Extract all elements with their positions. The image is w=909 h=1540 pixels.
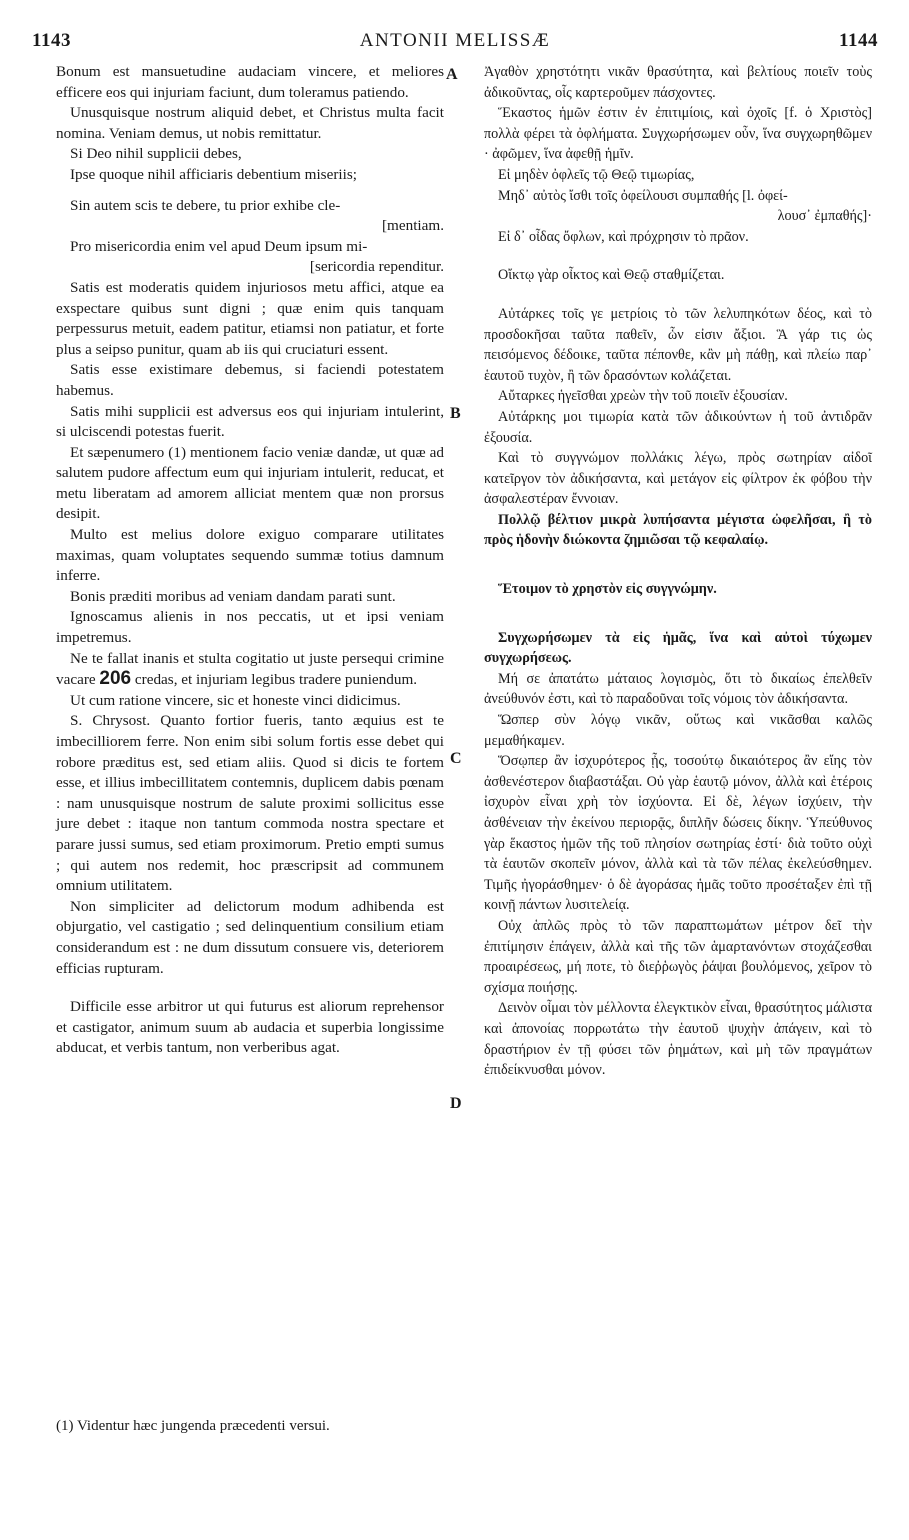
latin-verse-continuation: [mentiam. (382, 217, 444, 235)
greek-paragraph: Αὐτάρκης μοι τιμωρία κατὰ τῶν ἀδικούντων ἡ τοῦ ἀντιδρᾶν ἐξουσία. (484, 408, 872, 446)
greek-paragraph: Αὔταρκες ἡγεῖσθαι χρεὼν τὴν τοῦ ποιεῖν ἐξουσίαν. (498, 388, 788, 405)
latin-text: credas, et injuriam legibus tradere puniendum. (134, 671, 418, 689)
latin-verse: Ipse quoque nihil afficiaris debentium miseriis; (70, 165, 357, 183)
margin-letter-b: B (450, 405, 461, 422)
latin-paragraph: Difficile esse arbitror ut qui futurus est aliorum reprehensor et castigator, animum suum ab audacia et superbia longissime abducat, et verbis tantum, non verberibus agat. (56, 998, 444, 1057)
latin-paragraph: Non simpliciter ad delictorum modum adhibenda est objurgatio, vel castigatio ; sed delinquentium consilium etiam considerandum est : ne dum dissutum consuere vis, deteriorem efficias rupturam. (56, 897, 444, 977)
latin-paragraph: Bonis præditi moribus ad veniam dandam parati sunt. (70, 587, 396, 605)
latin-paragraph: Ut cum ratione vincere, sic et honeste vinci didicimus. (70, 691, 401, 709)
greek-verse: Οἴκτῳ γὰρ οἶκτος καὶ Θεῷ σταθμίζεται. (498, 267, 725, 284)
latin-paragraph: Satis est moderatis quidem injuriosos metu affici, atque ea exspectare quibus sunt digni ; quæ enim quis tanquam perpessurus metuit, eadem patitur, etiamsi non patiatur, et forte plus a seipso punitur, quam ab iis qui cruciaturi essent. (56, 278, 444, 358)
greek-paragraph: Αὐτάρκες τοῖς γε μετρίοις τὸ τῶν λελυπηκότων δέος, καὶ τὸ προσδοκῆσαι ταῦτα παθεῖν, ὧν εἰσιν ἄξιοι. Ἃ γάρ τις ὡς πεισόμενος δέδοικε, ταῦτα πέπονθε, κἂν μὴ πάθῃ, καὶ πλείω παρ᾽ ἑαυτοῦ τυχὸν, ἢ τῶν δρασόντων κολάζεται. (484, 305, 872, 384)
latin-verse-continuation: [sericordia rependitur. (309, 258, 444, 276)
margin-letter-d: D (450, 1095, 462, 1112)
greek-paragraph: Ἕτοιμον τὸ χρηστὸν εἰς συγγνώμην. (498, 581, 717, 598)
latin-paragraph: Multo est melius dolore exiguo comparare utilitates maximas, quam voluptates sequendo summæ totius damnum inferre. (56, 526, 444, 585)
margin-letter-c: C (450, 750, 462, 767)
greek-verse-continuation: λουσ᾽ ἐμπαθής]· (777, 208, 872, 225)
greek-verse: Μηδ᾽ αὐτὸς ἴσθι τοῖς ὀφείλουσι συμπαθής [l. ὀφεί- (498, 187, 788, 204)
greek-paragraph: Οὐχ ἁπλῶς πρὸς τὸ τῶν παραπτωμάτων μέτρον δεῖ τὴν ἐπιτίμησιν ἐπάγειν, ἀλλὰ καὶ τῆς τῶν ἁμαρτανόντων στοχάζεσθαι προαιρέσεως, μή ποτε, τὸ διεῤῥωγὸς ῥάψαι βουλόμενος, χεῖρον τὸ σχίσμα ποιήσῃς. (484, 917, 872, 996)
latin-verse: Pro misericordia enim vel apud Deum ipsum mi- (70, 237, 368, 255)
page-number-right: 1144 (839, 30, 878, 51)
latin-verse: Si Deo nihil supplicii debes, (70, 145, 242, 163)
greek-paragraph: Συγχωρήσωμεν τὰ εἰς ἡμᾶς, ἵνα καὶ αὐτοὶ τύχωμεν συγχωρήσεως. (484, 629, 872, 667)
page-number-left: 1143 (32, 30, 71, 51)
latin-paragraph: Bonum est mansuetudine audaciam vincere, et meliores efficere eos qui injuriam faciunt, dum toleramus patiendo. (56, 63, 444, 101)
greek-paragraph: Πολλῷ βέλτιον μικρὰ λυπήσαντα μέγιστα ὠφελῆσαι, ἢ τὸ πρὸς ἡδονὴν διώκοντα ζημιῶσαι τῷ κεφαλαίῳ. (484, 511, 872, 549)
latin-paragraph: Ignoscamus alienis in nos peccatis, ut et ipsi veniam impetremus. (56, 608, 444, 647)
greek-verse: Εἰ μηδὲν ὀφλεῖς τῷ Θεῷ τιμωρίας, (498, 166, 695, 183)
running-title: ANTONII MELISSÆ (359, 30, 551, 51)
greek-paragraph: Ὥσπερ σὺν λόγῳ νικᾶν, οὕτως καὶ νικᾶσθαι καλῶς μεμαθήκαμεν. (484, 712, 872, 749)
greek-verse: Εἰ δ᾽ οἶδας ὄφλων, καὶ πρόχρησιν τὸ πρᾶον. (498, 228, 749, 245)
latin-paragraph: S. Chrysost. Quanto fortior fueris, tanto æquius est te imbecilliorem ferre. Non enim sibi solum fortis esse debet qui robore præditus est, sed etiam aliis. Quod si dicis te fortem esse, et illius imbecillitatem contemnis, duplicem dabis pœnam : nam unusquisque nostrum de salute proximi sollicitus esse jure debet : itaque non tantum commoda nostra spectare et parare jussi sumus, sed etiam proximorum. Pretio empti sumus ; qui autem nos redemit, hoc præscripsit ad communem omnium utilitatem. (56, 712, 444, 895)
latin-paragraph: Satis mihi supplicii est adversus eos qui injuriam intulerint, si ulciscendi potestas fuerit. (56, 402, 444, 441)
greek-paragraph: Καὶ τὸ συγγνώμον πολλάκις λέγω, πρὸς σωτηρίαν αἰδοῖ κατεῖργον τὸν ἀδικήσαντα, καὶ μετάγον εἰς φίλτρον ἐκ φόβου τὴν ἀσφαλεστέραν ἔννοιαν. (484, 450, 872, 508)
latin-text: Ne te fallat inanis et stulta cogitatio ut juste persequi crimine vacare (56, 649, 444, 689)
latin-paragraph: Et sæpenumero (1) mentionem facio veniæ dandæ, ut quæ ad salutem pudore affectum eum qui injuriam intulerit, reducat, et metu liberatam ad amorem alliciat mentem quæ non prorsus desipit. (56, 443, 444, 523)
greek-paragraph: Μή σε ἀπατάτω μάταιος λογισμὸς, ὅτι τὸ δικαίως ἐπελθεῖν ἀνεύθυνόν ἐστι, καὶ τὸ παραδοῦναι τοῖς νόμοις τὸν ἀδικήσαντα. (484, 670, 872, 708)
margin-letter-a: A (446, 66, 458, 83)
greek-paragraph: Ἕκαστος ἡμῶν ἐστιν ἐν ἐπιτιμίοις, καὶ ὀχοῖς [f. ὁ Χριστὸς] πολλὰ φέρει τὰ ὀφλήματα. Συγχωρήσωμεν οὖν, ἵνα συγχωρηθῶμεν · ἀφῶμεν, ἵνα ἀφεθῇ ἡμῖν. (484, 105, 872, 163)
greek-column (484, 62, 872, 1081)
latin-paragraph: Unusquisque nostrum aliquid debet, et Christus multa facit nomina. Veniam demus, ut nobis remittatur. (56, 104, 444, 142)
latin-paragraph (56, 649, 444, 691)
greek-paragraph: Δεινὸν οἶμαι τὸν μέλλοντα ἐλεγκτικὸν εἶναι, θρασύτητος μάλιστα καὶ ἀπονοίας πορρωτάτω τὴν ἑαυτοῦ ψυχὴν ἀπάγειν, καὶ τὸ δραστήριον ἐν τῇ φύσει τῶν ῥημάτων, καὶ μὴ τῶν πραγμάτων ἐπιδείκνυσθαι μόνον. (484, 1000, 872, 1079)
footnote: (1) Videntur hæc jungenda præcedenti versui. (56, 1418, 330, 1434)
page-header (32, 30, 878, 58)
latin-column (56, 62, 444, 1059)
latin-paragraph: Satis esse existimare debemus, si faciendi potestatem habemus. (56, 361, 444, 399)
column-number: 206 (99, 668, 132, 690)
greek-paragraph: Ἀγαθὸν χρηστότητι νικᾶν θρασύτητα, καὶ βελτίους ποιεῖν τοὺς ἀδικοῦντας, οἷς καρτεροῦμεν πάσχοντες. (484, 64, 872, 101)
greek-paragraph: Ὅσῳπερ ἂν ἰσχυρότερος ᾖς, τοσούτῳ δικαιότερος ἂν εἴης τὸν ἀσθενέστερον διαβαστάξαι. Οὐ γὰρ ἑαυτῷ μόνον, ἀλλὰ καὶ ἑτέροις ἰσχυρὸν εἶναι χρὴ τὸν ἰσχύοντα. Εἰ δὲ, λέγων ἰσχύειν, τὴν ἀσθένειαν τὴν ἐκείνου περιορᾷς, διπλῆν δώσεις δίκην. Ὑπεύθυνος γὰρ ἕκαστος ἡμῶν τῆς τοῦ πλησίον σωτηρίας ἐστί· διὰ τοῦτο οὐχὶ τὰ ἑαυτῶν σκοπεῖν μόνον, ἀλλὰ καὶ τὰ τῶν πέλας ἐκελεύσθημεν. Τιμῆς ἠγοράσθημεν· ὁ δὲ ἀγοράσας ἡμᾶς τοῦτο προσέταξεν ἐπὶ τῇ κοινῇ πάντων λυσιτελείᾳ. (484, 753, 872, 914)
latin-verse: Sin autem scis te debere, tu prior exhibe cle- (70, 196, 341, 214)
